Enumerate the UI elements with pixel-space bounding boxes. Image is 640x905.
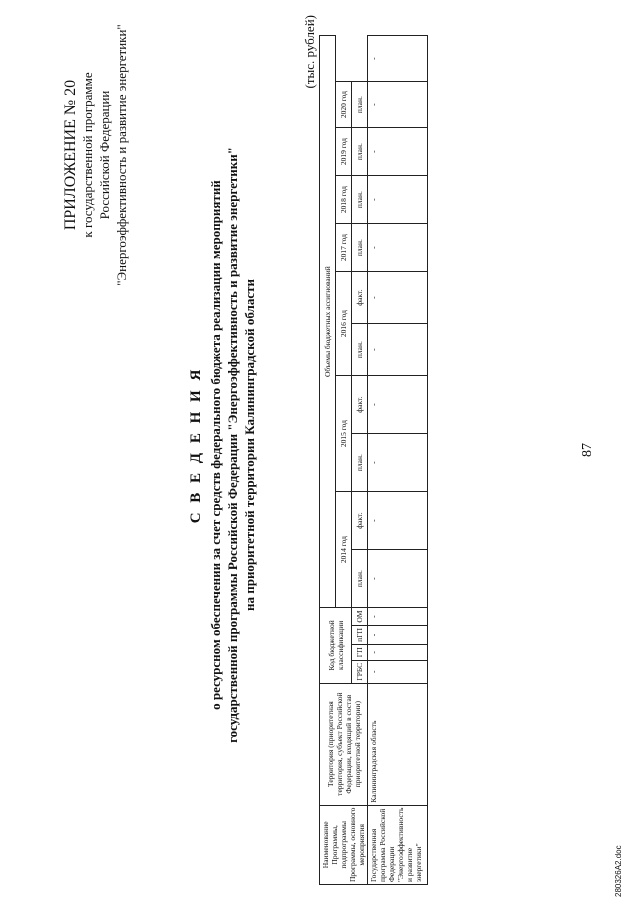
row-value: - xyxy=(368,434,428,492)
heading-title: С В Е Д Е Н И Я xyxy=(188,366,204,524)
row-code: - xyxy=(368,660,428,683)
heading-line-3: на приоритетной территории Калининградской области xyxy=(242,279,257,612)
document-heading xyxy=(186,135,258,755)
row-value: - xyxy=(368,36,428,82)
col-code-header: Код бюджетной классификации xyxy=(320,608,352,684)
row-value: - xyxy=(368,324,428,376)
plan-header: план. xyxy=(352,550,368,608)
resource-table xyxy=(319,35,428,885)
row-program-name: Государственная программа Российской Федерации "Энергоэффективность и развитие энергетики" xyxy=(368,805,428,884)
code-sub-header: ГРБС xyxy=(352,660,368,683)
footer-stamp: 280326A2.doc xyxy=(614,845,623,897)
row-value: - xyxy=(368,128,428,176)
fact-header: факт. xyxy=(352,492,368,550)
year-header: 2017 год xyxy=(336,224,352,272)
plan-header: план. xyxy=(352,82,368,128)
annex-header xyxy=(62,0,130,325)
row-value: - xyxy=(368,492,428,550)
heading-line-2: государственной программы Российской Федерации "Энергоэффективность и развитие энергетики" xyxy=(225,147,240,743)
code-sub-header: ОМ xyxy=(352,608,368,626)
row-code: - xyxy=(368,626,428,645)
plan-header: план. xyxy=(352,434,368,492)
annex-line-2: Российской Федерации xyxy=(97,90,112,220)
page-number: 87 xyxy=(580,443,595,457)
code-sub-header: пГП xyxy=(352,626,368,645)
col-territory-header: Территория (приоритетная территория, субъект Российской Федерации, входящий в состав приоритетной территории) xyxy=(320,683,368,805)
plan-header: план. xyxy=(352,176,368,224)
fact-header: факт. xyxy=(352,272,368,324)
units-label: (тыс. рублей) xyxy=(302,15,317,89)
row-value: - xyxy=(368,376,428,434)
row-code: - xyxy=(368,608,428,626)
year-header: 2020 год xyxy=(336,82,352,128)
code-sub-header: ГП xyxy=(352,644,368,660)
year-header: 2015 год xyxy=(336,376,352,492)
col-name-header: Наименование Программы, подпрограммы Программы, основного мероприятия xyxy=(320,805,368,884)
year-header: 2018 год xyxy=(336,176,352,224)
heading-line-1: о ресурсном обеспечении за счет средств федерального бюджета реализации мероприятий xyxy=(208,180,223,710)
row-value: - xyxy=(368,224,428,272)
annex-line-3: "Энергоэффективность и развитие энергетики" xyxy=(114,24,129,286)
row-value: - xyxy=(368,272,428,324)
header-row-1 xyxy=(320,36,336,885)
fact-header: факт. xyxy=(352,376,368,434)
col-volumes-header: Объемы бюджетных ассигнований xyxy=(320,36,336,608)
year-header: 2019 год xyxy=(336,128,352,176)
plan-header: план. xyxy=(352,324,368,376)
row-value: - xyxy=(368,550,428,608)
annex-line-1: к государственной программе xyxy=(80,72,95,238)
row-code: - xyxy=(368,644,428,660)
row-value: - xyxy=(368,82,428,128)
plan-header: план. xyxy=(352,224,368,272)
year-header: 2016 год xyxy=(336,272,352,376)
annex-title: ПРИЛОЖЕНИЕ № 20 xyxy=(62,79,79,231)
row-value: - xyxy=(368,176,428,224)
table-row xyxy=(368,36,428,885)
row-territory: Калининградская область xyxy=(368,683,428,805)
plan-header: план. xyxy=(352,128,368,176)
year-header: 2014 год xyxy=(336,492,352,608)
